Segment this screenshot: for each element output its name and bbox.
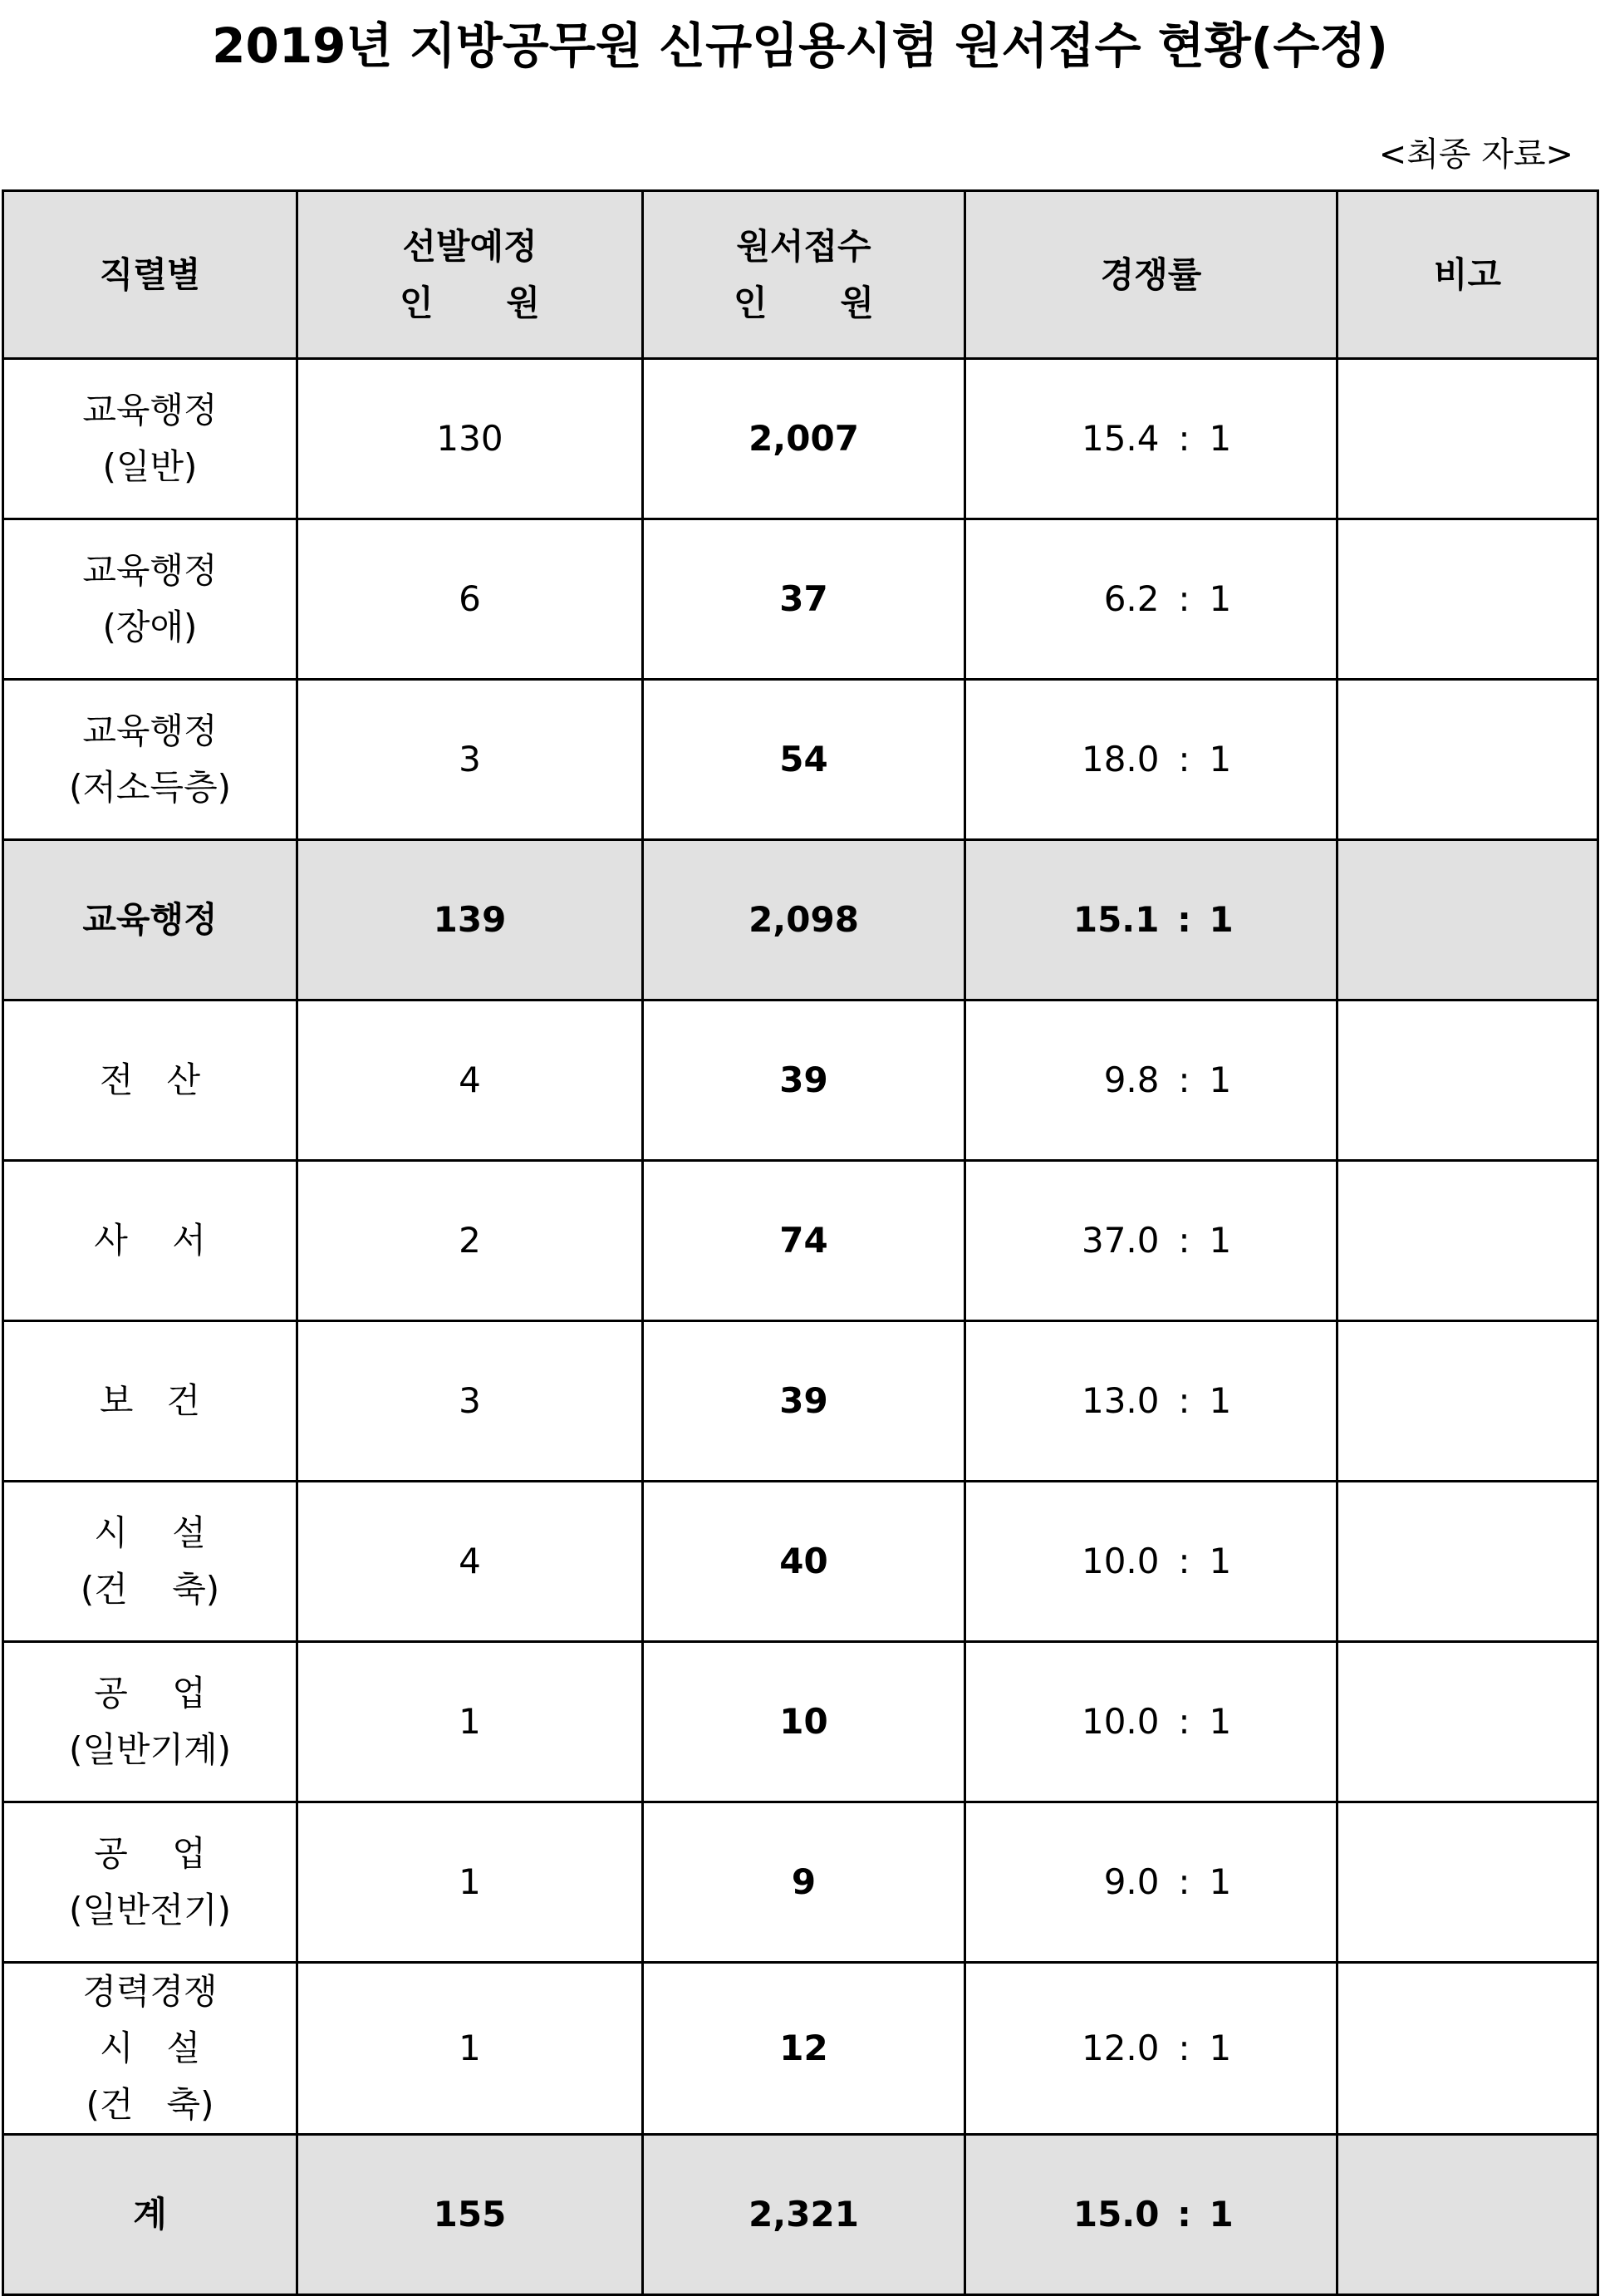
cell-remarks bbox=[1337, 1482, 1598, 1642]
cell-planned: 3 bbox=[297, 680, 643, 840]
ratio-ratio: 15.4 bbox=[1081, 418, 1160, 459]
ratio-ratio-rhs: 1 bbox=[1209, 418, 1232, 459]
ratio-ratio: 10.0 bbox=[1081, 1701, 1160, 1742]
ratio-value bbox=[1060, 1052, 1243, 1109]
category-line: 계 bbox=[133, 2194, 167, 2235]
table-row bbox=[3, 1963, 1598, 2135]
header-remarks: 비고 bbox=[1337, 191, 1598, 359]
category-line: 교육행정 bbox=[82, 390, 218, 430]
ratio-value bbox=[1060, 731, 1243, 788]
table-row bbox=[3, 680, 1598, 840]
cell-category bbox=[3, 1482, 297, 1642]
header-planned bbox=[297, 191, 643, 359]
table-row bbox=[3, 1482, 1598, 1642]
ratio-value bbox=[1060, 1854, 1243, 1910]
table-row bbox=[3, 1642, 1598, 1802]
ratio-ratio-rhs: 1 bbox=[1209, 578, 1232, 619]
cell-applicants: 12 bbox=[643, 1963, 965, 2135]
category-line: 사 서 bbox=[94, 1220, 206, 1261]
category-line: (일반기계) bbox=[68, 1729, 232, 1770]
cell-remarks bbox=[1337, 1963, 1598, 2135]
ratio-value bbox=[1060, 1694, 1243, 1750]
table-row bbox=[3, 1161, 1598, 1321]
ratio-ratio-rhs: 1 bbox=[1209, 2028, 1232, 2068]
ratio-ratio-sep: : bbox=[1177, 899, 1191, 940]
ratio-ratio-sep: : bbox=[1178, 739, 1190, 779]
ratio-value bbox=[1060, 2020, 1243, 2077]
ratio-ratio: 9.8 bbox=[1103, 1060, 1160, 1100]
cell-remarks bbox=[1337, 1321, 1598, 1482]
category-line: 교육행정 bbox=[82, 550, 218, 591]
header-applicants-line1: 원서접수 bbox=[736, 225, 871, 267]
header-planned-line2: 인 원 bbox=[400, 282, 540, 323]
ratio-ratio-sep: : bbox=[1178, 578, 1190, 619]
cell-applicants: 37 bbox=[643, 519, 965, 680]
ratio-ratio-rhs: 1 bbox=[1209, 1861, 1232, 1902]
cell-ratio bbox=[965, 1963, 1337, 2135]
ratio-value bbox=[1060, 892, 1243, 948]
category-line: 경력경쟁 bbox=[82, 1971, 218, 2012]
table-row bbox=[3, 1001, 1598, 1161]
ratio-ratio-rhs: 1 bbox=[1209, 1380, 1232, 1421]
cell-planned: 4 bbox=[297, 1001, 643, 1161]
ratio-ratio-sep: : bbox=[1178, 1541, 1190, 1581]
ratio-ratio-rhs: 1 bbox=[1209, 1541, 1232, 1581]
cell-category bbox=[3, 519, 297, 680]
category-line: (일반전기) bbox=[68, 1890, 232, 1930]
cell-applicants: 2,007 bbox=[643, 359, 965, 519]
ratio-ratio-rhs: 1 bbox=[1209, 2194, 1234, 2235]
ratio-ratio-sep: : bbox=[1178, 418, 1190, 459]
ratio-ratio: 9.0 bbox=[1103, 1861, 1160, 1902]
subtotal-row bbox=[3, 2135, 1598, 2295]
cell-ratio bbox=[965, 1642, 1337, 1802]
header-applicants bbox=[643, 191, 965, 359]
cell-remarks bbox=[1337, 2135, 1598, 2295]
ratio-ratio-sep: : bbox=[1177, 2194, 1191, 2235]
ratio-ratio-sep: : bbox=[1178, 1060, 1190, 1100]
cell-remarks bbox=[1337, 1642, 1598, 1802]
ratio-ratio-sep: : bbox=[1178, 1220, 1190, 1261]
category-line: 공 업 bbox=[94, 1833, 206, 1874]
header-ratio: 경쟁률 bbox=[965, 191, 1337, 359]
ratio-ratio: 6.2 bbox=[1103, 578, 1160, 619]
header-planned-line1: 선발예정 bbox=[402, 225, 537, 267]
category-line: 전 산 bbox=[99, 1060, 201, 1100]
ratio-value bbox=[1060, 571, 1243, 627]
cell-remarks bbox=[1337, 1802, 1598, 1963]
cell-ratio bbox=[965, 1802, 1337, 1963]
category-line: (저소득층) bbox=[68, 767, 232, 808]
ratio-value bbox=[1060, 411, 1243, 467]
cell-planned: 155 bbox=[297, 2135, 643, 2295]
ratio-value bbox=[1060, 1212, 1243, 1269]
ratio-ratio: 15.1 bbox=[1072, 899, 1160, 940]
header-category: 직렬별 bbox=[3, 191, 297, 359]
category-line: 시 설 bbox=[99, 2028, 201, 2068]
ratio-value bbox=[1060, 1533, 1243, 1590]
table-row bbox=[3, 519, 1598, 680]
cell-category bbox=[3, 1802, 297, 1963]
cell-category bbox=[3, 1161, 297, 1321]
cell-planned: 1 bbox=[297, 1963, 643, 2135]
ratio-value bbox=[1060, 2186, 1243, 2243]
ratio-ratio-sep: : bbox=[1178, 2028, 1190, 2068]
cell-remarks bbox=[1337, 680, 1598, 840]
cell-ratio bbox=[965, 1321, 1337, 1482]
final-data-note: <최종 자료> bbox=[1378, 135, 1573, 174]
category-line: 교육행정 bbox=[82, 710, 218, 751]
category-line: (장애) bbox=[102, 607, 198, 647]
header-row bbox=[3, 191, 1598, 359]
cell-applicants: 10 bbox=[643, 1642, 965, 1802]
ratio-ratio-sep: : bbox=[1178, 1701, 1190, 1742]
category-line: (건 축) bbox=[86, 2084, 214, 2125]
cell-planned: 3 bbox=[297, 1321, 643, 1482]
application-status-table bbox=[2, 189, 1599, 2296]
table-row bbox=[3, 359, 1598, 519]
category-line: 보 건 bbox=[99, 1380, 201, 1421]
cell-ratio bbox=[965, 840, 1337, 1001]
cell-remarks bbox=[1337, 359, 1598, 519]
header-applicants-line2: 인 원 bbox=[734, 282, 874, 323]
cell-applicants: 39 bbox=[643, 1001, 965, 1161]
ratio-ratio: 13.0 bbox=[1081, 1380, 1160, 1421]
cell-ratio bbox=[965, 359, 1337, 519]
cell-planned: 1 bbox=[297, 1642, 643, 1802]
cell-ratio bbox=[965, 519, 1337, 680]
category-line: (건 축) bbox=[80, 1569, 220, 1610]
cell-planned: 2 bbox=[297, 1161, 643, 1321]
ratio-ratio: 15.0 bbox=[1072, 2194, 1160, 2235]
cell-applicants: 2,098 bbox=[643, 840, 965, 1001]
cell-ratio bbox=[965, 1161, 1337, 1321]
cell-category bbox=[3, 840, 297, 1001]
cell-applicants: 40 bbox=[643, 1482, 965, 1642]
ratio-ratio-rhs: 1 bbox=[1209, 739, 1232, 779]
category-line: (일반) bbox=[102, 446, 198, 487]
cell-category bbox=[3, 2135, 297, 2295]
cell-ratio bbox=[965, 2135, 1337, 2295]
ratio-ratio-rhs: 1 bbox=[1209, 1060, 1232, 1100]
ratio-ratio-rhs: 1 bbox=[1209, 899, 1234, 940]
page-title: 2019년 지방공무원 신규임용시험 원서접수 현황(수정) bbox=[212, 17, 1388, 74]
table-row bbox=[3, 1802, 1598, 1963]
cell-ratio bbox=[965, 680, 1337, 840]
cell-remarks bbox=[1337, 1001, 1598, 1161]
category-line: 시 설 bbox=[94, 1512, 206, 1553]
cell-ratio bbox=[965, 1482, 1337, 1642]
cell-applicants: 2,321 bbox=[643, 2135, 965, 2295]
cell-planned: 1 bbox=[297, 1802, 643, 1963]
cell-category bbox=[3, 1642, 297, 1802]
ratio-ratio: 18.0 bbox=[1081, 739, 1160, 779]
cell-category bbox=[3, 359, 297, 519]
cell-category bbox=[3, 1321, 297, 1482]
cell-remarks bbox=[1337, 519, 1598, 680]
ratio-ratio-rhs: 1 bbox=[1209, 1220, 1232, 1261]
cell-ratio bbox=[965, 1001, 1337, 1161]
ratio-ratio-rhs: 1 bbox=[1209, 1701, 1232, 1742]
cell-applicants: 9 bbox=[643, 1802, 965, 1963]
subtotal-row bbox=[3, 840, 1598, 1001]
cell-remarks bbox=[1337, 840, 1598, 1001]
cell-planned: 4 bbox=[297, 1482, 643, 1642]
cell-applicants: 54 bbox=[643, 680, 965, 840]
cell-category bbox=[3, 1001, 297, 1161]
table-row bbox=[3, 1321, 1598, 1482]
category-line: 교육행정 bbox=[82, 899, 218, 940]
cell-applicants: 74 bbox=[643, 1161, 965, 1321]
cell-planned: 6 bbox=[297, 519, 643, 680]
cell-planned: 130 bbox=[297, 359, 643, 519]
ratio-ratio-sep: : bbox=[1178, 1861, 1190, 1902]
ratio-ratio: 12.0 bbox=[1081, 2028, 1160, 2068]
category-line: 공 업 bbox=[94, 1673, 206, 1713]
ratio-ratio: 37.0 bbox=[1081, 1220, 1160, 1261]
cell-remarks bbox=[1337, 1161, 1598, 1321]
ratio-ratio: 10.0 bbox=[1081, 1541, 1160, 1581]
cell-category bbox=[3, 680, 297, 840]
cell-planned: 139 bbox=[297, 840, 643, 1001]
cell-applicants: 39 bbox=[643, 1321, 965, 1482]
ratio-ratio-sep: : bbox=[1178, 1380, 1190, 1421]
cell-category bbox=[3, 1963, 297, 2135]
ratio-value bbox=[1060, 1373, 1243, 1429]
